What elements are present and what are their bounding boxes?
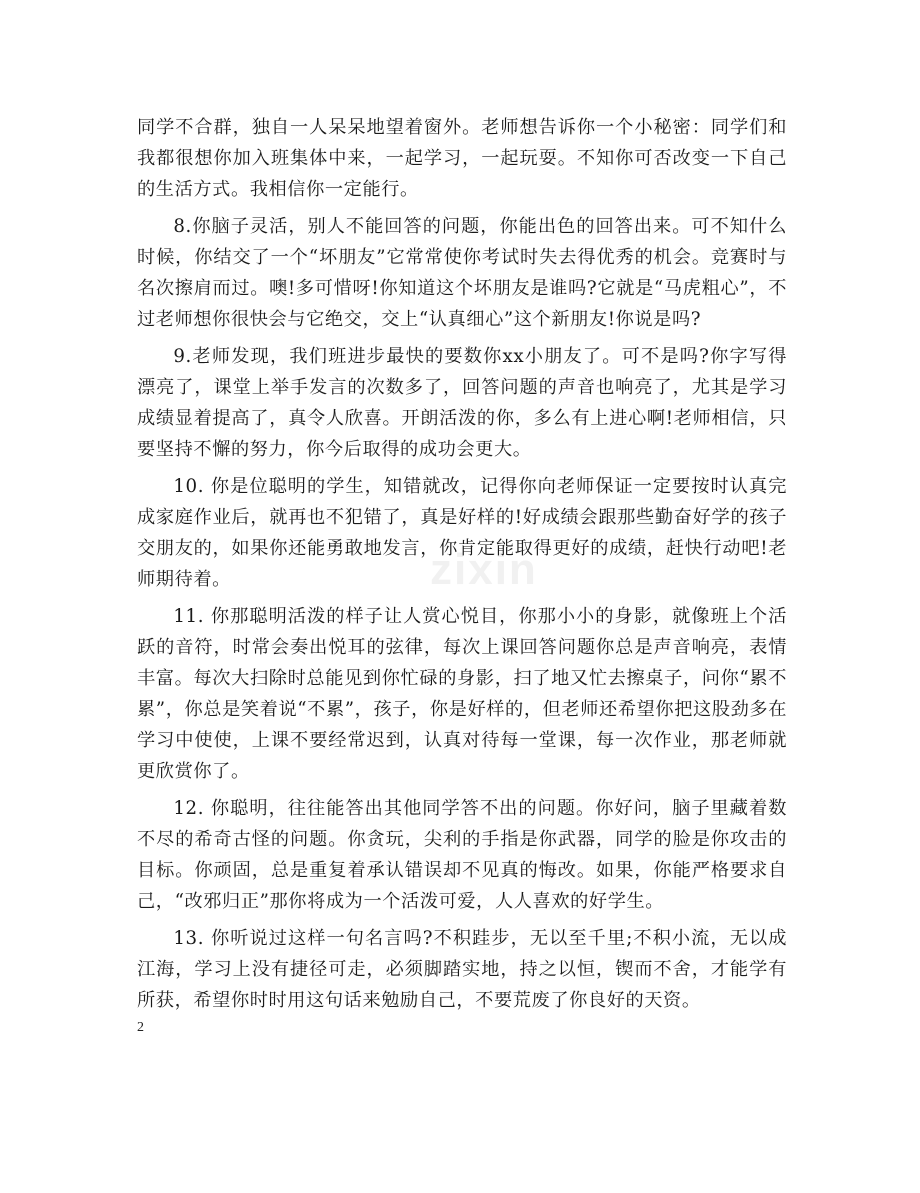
paragraph-item-9: 9.老师发现，我们班进步最快的要数你xx小朋友了。可不是吗?你字写得漂亮了，课堂上举手发言的次数多了，回答问题的声音也响亮了，尤其是学习成绩显着提高了，真令人欣喜。开朗活泼的你，多么有上进心啊!老师相信，只要坚持不懈的努力，你今后取得的成功会更大。 [137,346,787,460]
paragraph-intro-continuation: 同学不合群，独自一人呆呆地望着窗外。老师想告诉你一个小秘密：同学们和我都很想你加入班集体中来，一起学习，一起玩耍。不知你可否改变一下自己的生活方式。我相信你一定能行。 [137,117,787,200]
paragraph-item-13: 13. 你听说过这样一句名言吗?不积跬步，无以至千里;不积小流，无以成江海，学习上没有捷径可走，必须脚踏实地，持之以恒，锲而不舍，才能学有所获，希望你时时用这句话来勉励自己，不要荒废了你良好的天资。 [137,928,787,1011]
watermark: zixin [430,545,538,594]
page-number: 2 [137,1020,144,1035]
paragraph-item-11: 11. 你那聪明活泼的样子让人赏心悦目，你那小小的身影，就像班上个活跃的音符，时常会奏出悦耳的弦律，每次上课回答问题你总是声音响亮，表情丰富。每次大扫除时总能见到你忙碌的身影，扫了地又忙去擦桌子，问你“累不累”，你总是笑着说“不累”，孩子，你是好样的，但老师还希望你把这股劲多在学习中使使，上课不要经常迟到，认真对待每一堂课，每一次作业，那老师就更欣赏你了。 [137,606,787,782]
paragraph-item-10: 10. 你是位聪明的学生，知错就改，记得你向老师保证一定要按时认真完成家庭作业后，就再也不犯错了，真是好样的!好成绩会跟那些勤奋好学的孩子交朋友的，如果你还能勇敢地发言，你肯定能取得更好的成绩，赶快行动吧!老师期待着。 [137,476,787,590]
document-body [137,112,787,1022]
paragraph-item-8: 8.你脑子灵活，别人不能回答的问题，你能出色的回答出来。可不知什么时候，你结交了一个“坏朋友”它常常使你考试时失去得优秀的机会。竞赛时与名次擦肩而过。噢!多可惜呀!你知道这个坏朋友是谁吗?它就是“马虎粗心”，不过老师想你很快会与它绝交，交上“认真细心”这个新朋友!你说是吗? [137,216,787,330]
paragraph-item-12: 12. 你聪明，往往能答出其他同学答不出的问题。你好问，脑子里藏着数不尽的希奇古怪的问题。你贪玩，尖利的手指是你武器，同学的脸是你攻击的目标。你顽固，总是重复着承认错误却不见真的悔改。如果，你能严格要求自己，“改邪归正”那你将成为一个活泼可爱，人人喜欢的好学生。 [137,798,787,912]
